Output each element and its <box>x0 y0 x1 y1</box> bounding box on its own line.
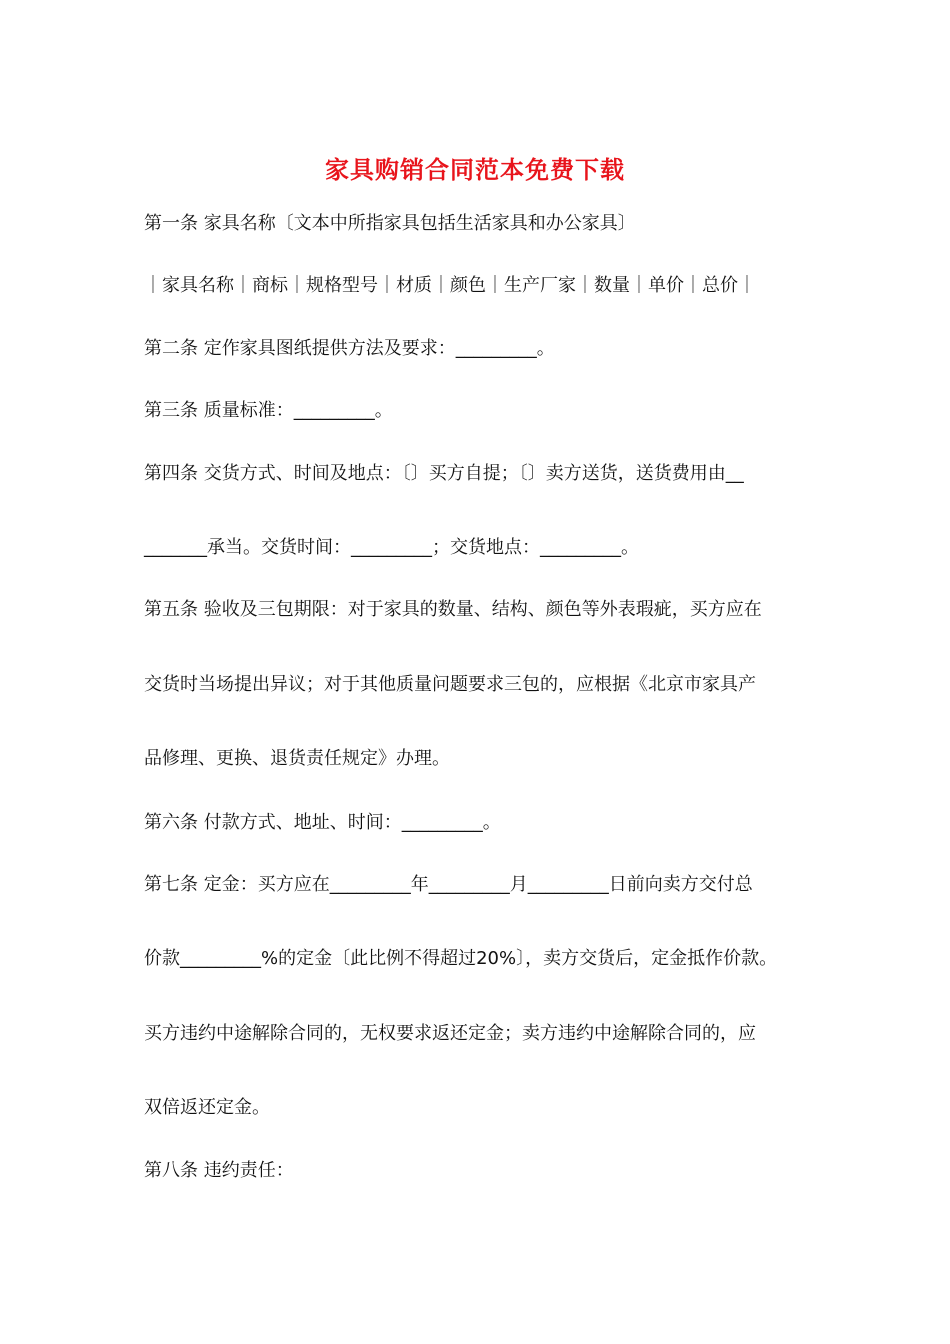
furniture-table-header: ｜家具名称｜商标｜规格型号｜材质｜颜色｜生产厂家｜数量｜单价｜总价｜ <box>144 275 756 296</box>
article-3-line: 第三条 质量标准：_________。 <box>144 400 393 421</box>
article-7-line-1: 第七条 定金：买方应在_________年_________月_________日前向卖方交付总 <box>144 874 753 895</box>
article-8-line: 第八条 违约责任： <box>144 1160 294 1181</box>
article-7-line-2: 价款_________%的定金〔此比例不得超过20%〕，卖方交货后，定金抵作价款。 <box>144 948 778 969</box>
article-7-line-4: 双倍返还定金。 <box>144 1097 270 1118</box>
article-6-line: 第六条 付款方式、地址、时间：_________。 <box>144 812 501 833</box>
article-1-line: 第一条 家具名称〔文本中所指家具包括生活家具和办公家具〕 <box>144 213 636 234</box>
article-2-line: 第二条 定作家具图纸提供方法及要求：_________。 <box>144 338 555 359</box>
document-title: 家具购销合同范本免费下载 <box>325 155 625 184</box>
article-4-line-2: _______承当。交货时间：_________；交货地点：_________。 <box>144 537 639 558</box>
article-4-line-1: 第四条 交货方式、时间及地点：〔〕买方自提；〔〕卖方送货，送货费用由__ <box>144 463 744 484</box>
article-5-line-3: 品修理、更换、退货责任规定》办理。 <box>144 748 450 769</box>
article-5-line-1: 第五条 验收及三包期限：对于家具的数量、结构、颜色等外表瑕疵，买方应在 <box>144 599 762 620</box>
article-5-line-2: 交货时当场提出异议；对于其他质量问题要求三包的，应根据《北京市家具产 <box>144 674 756 695</box>
article-7-line-3: 买方违约中途解除合同的，无权要求返还定金；卖方违约中途解除合同的，应 <box>144 1023 756 1044</box>
